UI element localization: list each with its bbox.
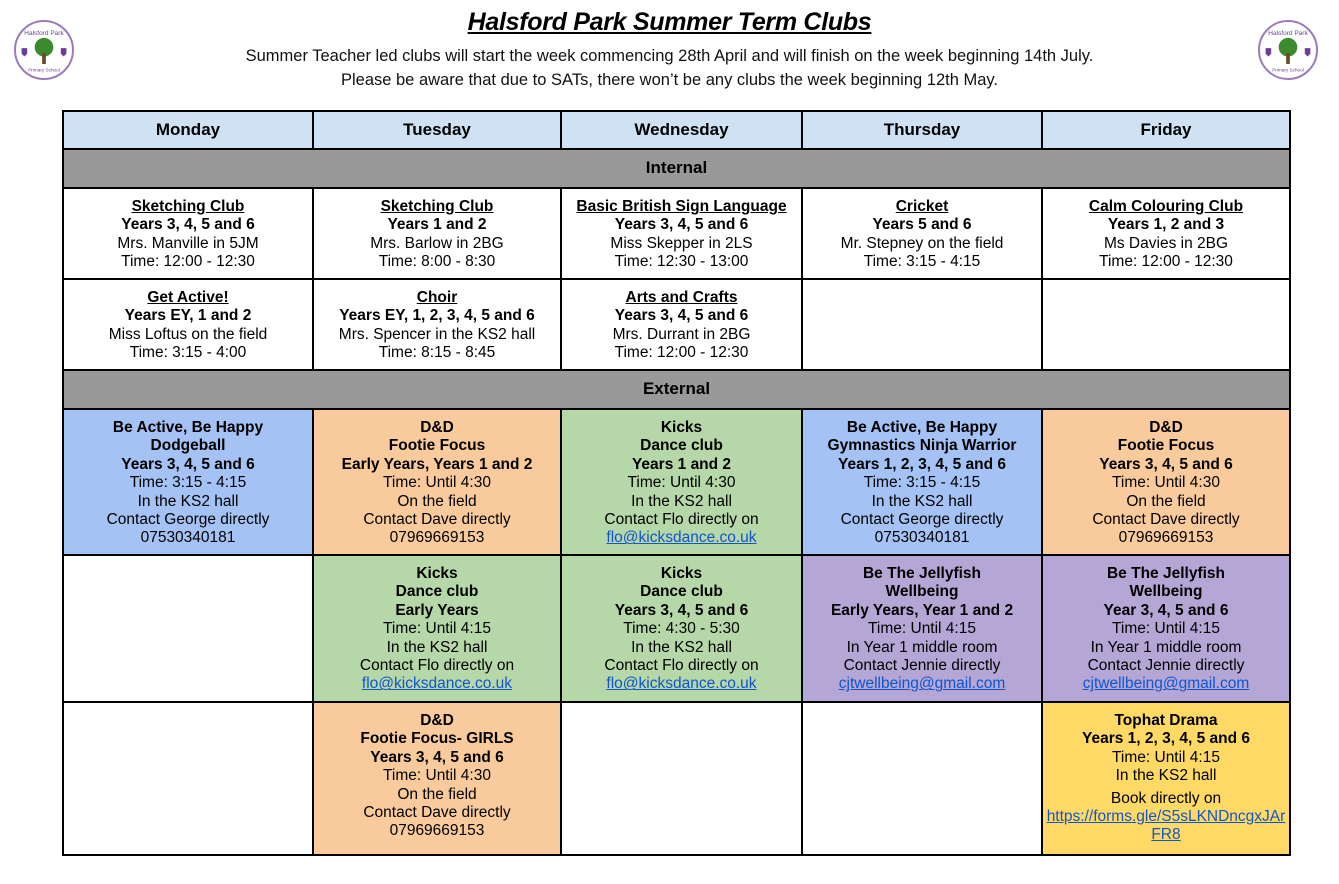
- svg-text:Halsford Park: Halsford Park: [1268, 30, 1308, 38]
- club-detail: Years 1 and 2: [387, 216, 487, 234]
- club-detail: On the field: [397, 785, 477, 803]
- club-detail: In Year 1 middle room: [1090, 638, 1242, 656]
- table-row: [63, 409, 1290, 555]
- club-cell: [802, 555, 1042, 702]
- club-name: Cricket: [895, 198, 949, 215]
- club-detail: In the KS2 hall: [631, 638, 732, 656]
- club-cell: [313, 279, 561, 370]
- club-detail: In the KS2 hall: [1115, 767, 1217, 785]
- club-name: Be The Jellyfish: [862, 565, 981, 582]
- club-detail: Contact Jennie directly: [843, 657, 1001, 675]
- svg-text:Halsford Park: Halsford Park: [24, 30, 64, 38]
- club-name: Be The Jellyfish: [1106, 565, 1225, 582]
- club-detail: Dance club: [640, 583, 723, 601]
- club-detail: Contact Dave directly: [363, 511, 511, 529]
- day-header-friday: Friday: [1042, 111, 1290, 149]
- club-detail: Miss Skepper in 2LS: [610, 234, 753, 252]
- empty-cell: [1042, 279, 1290, 370]
- club-cell: [63, 279, 313, 370]
- club-detail: Time: Until 4:30: [383, 474, 491, 492]
- svg-text:Primary School: Primary School: [1272, 67, 1304, 73]
- club-name: Be Active, Be Happy: [112, 419, 264, 436]
- day-header-tuesday: Tuesday: [313, 111, 561, 149]
- club-detail: Mrs. Manville in 5JM: [117, 234, 259, 252]
- table-row: [63, 555, 1290, 702]
- club-detail: In Year 1 middle room: [846, 638, 998, 656]
- club-detail: Dance club: [640, 437, 723, 455]
- club-name: Kicks: [660, 419, 703, 436]
- club-cell: [63, 409, 313, 555]
- club-cell: [313, 702, 561, 855]
- club-detail: Time: Until 4:15: [1112, 748, 1220, 766]
- club-detail: Time: Until 4:15: [1112, 620, 1220, 638]
- club-detail: Time: Until 4:30: [627, 474, 736, 492]
- club-detail: Contact Dave directly: [363, 804, 511, 822]
- club-detail: Time: 8:15 - 8:45: [378, 344, 496, 362]
- club-detail: Time: 12:30 - 13:00: [614, 253, 749, 271]
- club-detail: Contact George directly: [840, 511, 1004, 529]
- club-detail: On the field: [397, 492, 477, 510]
- club-detail: Early Years: [395, 601, 479, 619]
- club-name: D&D: [420, 712, 454, 729]
- day-header-monday: Monday: [63, 111, 313, 149]
- club-detail: Years 1, 2, 3, 4, 5 and 6: [1081, 730, 1251, 748]
- club-detail: Wellbeing: [885, 583, 959, 601]
- club-cell: [561, 409, 802, 555]
- club-detail: Early Years, Year 1 and 2: [830, 601, 1014, 619]
- club-cell: [561, 279, 802, 370]
- club-cell: [313, 409, 561, 555]
- club-name: Kicks: [416, 565, 458, 582]
- club-name: Be Active, Be Happy: [846, 419, 998, 436]
- club-detail: Years EY, 1 and 2: [124, 307, 252, 325]
- club-detail: Mrs. Durrant in 2BG: [612, 325, 751, 343]
- contact-link[interactable]: cjtwellbeing@gmail.com: [1082, 675, 1250, 693]
- day-header-thursday: Thursday: [802, 111, 1042, 149]
- club-cell: [1042, 409, 1290, 555]
- club-detail: Time: 3:15 - 4:15: [129, 474, 247, 492]
- day-header-row: [63, 111, 1290, 149]
- club-detail: In the KS2 hall: [871, 492, 973, 510]
- club-detail: Year 3, 4, 5 and 6: [1103, 601, 1229, 619]
- club-detail: 07969669153: [389, 822, 485, 840]
- club-name: Sketching Club: [131, 198, 245, 215]
- club-cell: [313, 188, 561, 279]
- club-detail: Years 3, 4, 5 and 6: [121, 216, 255, 234]
- club-cell: [63, 188, 313, 279]
- club-cell: [561, 188, 802, 279]
- club-detail: 07530340181: [140, 529, 236, 547]
- club-detail: Time: 3:15 - 4:15: [863, 474, 981, 492]
- club-cell: [1042, 188, 1290, 279]
- empty-cell: [802, 702, 1042, 855]
- empty-cell: [63, 555, 313, 702]
- club-cell: [1042, 702, 1290, 855]
- contact-link[interactable]: flo@kicksdance.co.uk: [361, 675, 513, 693]
- contact-link[interactable]: https://forms.gle/S5sLKNDncgxJArFR8: [1046, 808, 1286, 844]
- section-heading-internal: Internal: [63, 149, 1290, 188]
- club-detail: Years 1, 2, 3, 4, 5 and 6: [837, 455, 1007, 473]
- club-detail: Time: Until 4:30: [383, 767, 491, 785]
- club-detail: Dance club: [395, 583, 479, 601]
- club-name: Get Active!: [147, 289, 229, 306]
- club-detail: 07530340181: [874, 529, 970, 547]
- club-detail: Years 3, 4, 5 and 6: [370, 748, 504, 766]
- club-detail: Miss Loftus on the field: [108, 325, 268, 343]
- club-cell: [561, 555, 802, 702]
- club-detail: Years 1 and 2: [631, 455, 732, 473]
- club-detail: Time: 3:15 - 4:15: [863, 253, 981, 271]
- club-detail: On the field: [1126, 492, 1206, 510]
- club-detail: Years 3, 4, 5 and 6: [121, 455, 255, 473]
- club-detail: In the KS2 hall: [137, 492, 239, 510]
- empty-cell: [63, 702, 313, 855]
- club-cell: [802, 409, 1042, 555]
- club-detail: Time: 12:00 - 12:30: [614, 344, 749, 362]
- club-detail: Years 3, 4, 5 and 6: [614, 601, 749, 619]
- club-detail: Time: 3:15 - 4:00: [129, 344, 247, 362]
- club-detail: Years 3, 4, 5 and 6: [614, 216, 749, 234]
- club-detail: Mr. Stepney on the field: [840, 234, 1004, 252]
- club-name: Arts and Crafts: [625, 289, 738, 306]
- club-name: D&D: [1149, 419, 1183, 436]
- club-name: Kicks: [660, 565, 703, 582]
- club-detail: Contact Dave directly: [1092, 511, 1240, 529]
- club-detail: Time: Until 4:15: [383, 620, 491, 638]
- table-row: [63, 702, 1290, 855]
- clubs-timetable: [62, 110, 1291, 856]
- club-detail: Mrs. Spencer in the KS2 hall: [338, 325, 536, 343]
- day-header-wednesday: Wednesday: [561, 111, 802, 149]
- club-detail: Dodgeball: [150, 437, 226, 455]
- club-detail: Footie Focus: [388, 437, 486, 455]
- table-row: [63, 279, 1290, 370]
- club-cell: [313, 555, 561, 702]
- club-detail: Early Years, Years 1 and 2: [341, 455, 533, 473]
- club-detail: Contact Jennie directly: [1087, 657, 1245, 675]
- table-row: [63, 188, 1290, 279]
- club-detail: Contact Flo directly on: [359, 657, 515, 675]
- section-row-internal: [63, 149, 1290, 188]
- club-detail: Contact George directly: [106, 511, 270, 529]
- club-name: D&D: [420, 419, 454, 436]
- club-name: Choir: [416, 289, 458, 306]
- club-name: Calm Colouring Club: [1088, 198, 1244, 215]
- club-detail: Footie Focus: [1117, 437, 1215, 455]
- club-name: Tophat Drama: [1114, 712, 1218, 729]
- club-detail: Years 1, 2 and 3: [1107, 216, 1225, 234]
- club-name: Sketching Club: [380, 198, 494, 215]
- club-detail: Years 3, 4, 5 and 6: [614, 307, 749, 325]
- club-detail: Time: 4:30 - 5:30: [623, 620, 740, 638]
- intro-line: Please be aware that due to SATs, there won’t be any clubs the week beginning 12th May.: [340, 71, 999, 89]
- club-detail: In the KS2 hall: [386, 638, 488, 656]
- club-cell: [1042, 555, 1290, 702]
- club-cell: [802, 188, 1042, 279]
- empty-cell: [561, 702, 802, 855]
- club-detail: Contact Flo directly on: [604, 511, 759, 529]
- club-detail: In the KS2 hall: [631, 492, 732, 510]
- club-detail: Book directly on: [1110, 789, 1222, 807]
- svg-text:Primary School: Primary School: [28, 67, 60, 73]
- club-detail: Years EY, 1, 2, 3, 4, 5 and 6: [339, 307, 535, 325]
- club-detail: Time: Until 4:30: [1112, 474, 1220, 492]
- contact-link[interactable]: cjtwellbeing@gmail.com: [838, 675, 1006, 693]
- club-detail: Years 5 and 6: [872, 216, 972, 234]
- club-detail: Time: 12:00 - 12:30: [121, 253, 255, 271]
- club-detail: Years 3, 4, 5 and 6: [1099, 455, 1233, 473]
- club-detail: 07969669153: [1118, 529, 1214, 547]
- club-detail: Gymnastics Ninja Warrior: [827, 437, 1017, 455]
- contact-link[interactable]: flo@kicksdance.co.uk: [606, 529, 757, 547]
- club-detail: 07969669153: [389, 529, 485, 547]
- club-detail: Time: Until 4:15: [868, 620, 976, 638]
- club-name: Basic British Sign Language: [576, 198, 787, 215]
- empty-cell: [802, 279, 1042, 370]
- intro-line: Summer Teacher led clubs will start the week commencing 28th April and will finish on the week beginning 14th July.: [245, 47, 1094, 65]
- club-detail: Footie Focus- GIRLS: [360, 730, 514, 748]
- club-detail: Time: 12:00 - 12:30: [1099, 253, 1233, 271]
- club-detail: Time: 8:00 - 8:30: [378, 253, 496, 271]
- section-heading-external: External: [63, 370, 1290, 409]
- section-row-external: [63, 370, 1290, 409]
- club-detail: Ms Davies in 2BG: [1103, 234, 1229, 252]
- page-title: Halsford Park Summer Term Clubs: [467, 8, 872, 36]
- club-detail: Wellbeing: [1129, 583, 1203, 601]
- contact-link[interactable]: flo@kicksdance.co.uk: [606, 675, 757, 693]
- club-detail: Contact Flo directly on: [604, 657, 759, 675]
- club-detail: Mrs. Barlow in 2BG: [370, 234, 504, 252]
